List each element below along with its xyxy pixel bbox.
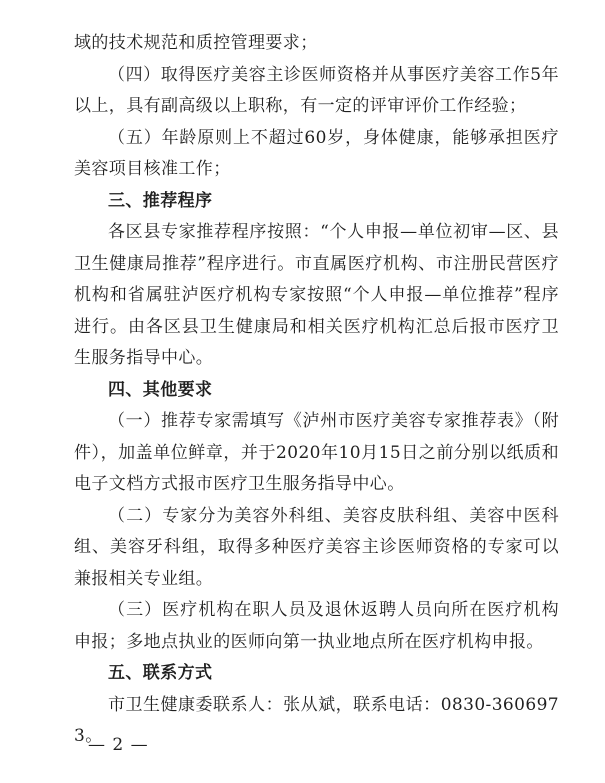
paragraph-qualification-five: （五）年龄原则上不超过60岁，身体健康，能够承担医疗美容项目核准工作； <box>74 127 559 179</box>
paragraph-qualification-continued: 域的技术规范和质控管理要求； <box>74 33 318 53</box>
paragraph-qualification-four: （四）取得医疗美容主诊医师资格并从事医疗美容工作5年以上，具有副高级以上职称，有一定的评审评价工作经验； <box>74 64 559 116</box>
paragraph-contact-info: 市卫生健康委联系人：张从斌，联系电话：0830-3606973。 <box>74 694 559 746</box>
paragraph-recommendation-procedure: 各区县专家推荐程序按照：“个人申报—单位初审—区、县卫生健康局推荐”程序进行。市直属医疗机构、市注册民营医疗机构和省属驻泸医疗机构专家按照“个人申报—单位推荐”程序进行。由各区县卫生健康局和相关医疗机构汇总后报市医疗卫生服务指导中心。 <box>74 222 559 368</box>
page-number: — 2 — <box>88 735 149 755</box>
section-heading-recommendation-procedure: 三、推荐程序 <box>108 190 213 211</box>
paragraph-requirement-three: （三）医疗机构在职人员及退休返聘人员向所在医疗机构申报；多地点执业的医师向第一执业地点所在医疗机构申报。 <box>74 600 559 652</box>
section-heading-contact: 五、联系方式 <box>108 663 213 683</box>
paragraph-requirement-one: （一）推荐专家需填写《泸州市医疗美容专家推荐表》（附件），加盖单位鲜章，并于2020年10月15日之前分别以纸质和电子文档方式报市医疗卫生服务指导中心。 <box>74 411 559 494</box>
section-heading-other-requirements: 四、其他要求 <box>108 379 213 400</box>
paragraph-requirement-two: （二）专家分为美容外科组、美容皮肤科组、美容中医科组、美容牙科组，取得多种医疗美容主诊医师资格的专家可以兼报相关专业组。 <box>74 505 559 589</box>
document-body <box>74 28 559 753</box>
